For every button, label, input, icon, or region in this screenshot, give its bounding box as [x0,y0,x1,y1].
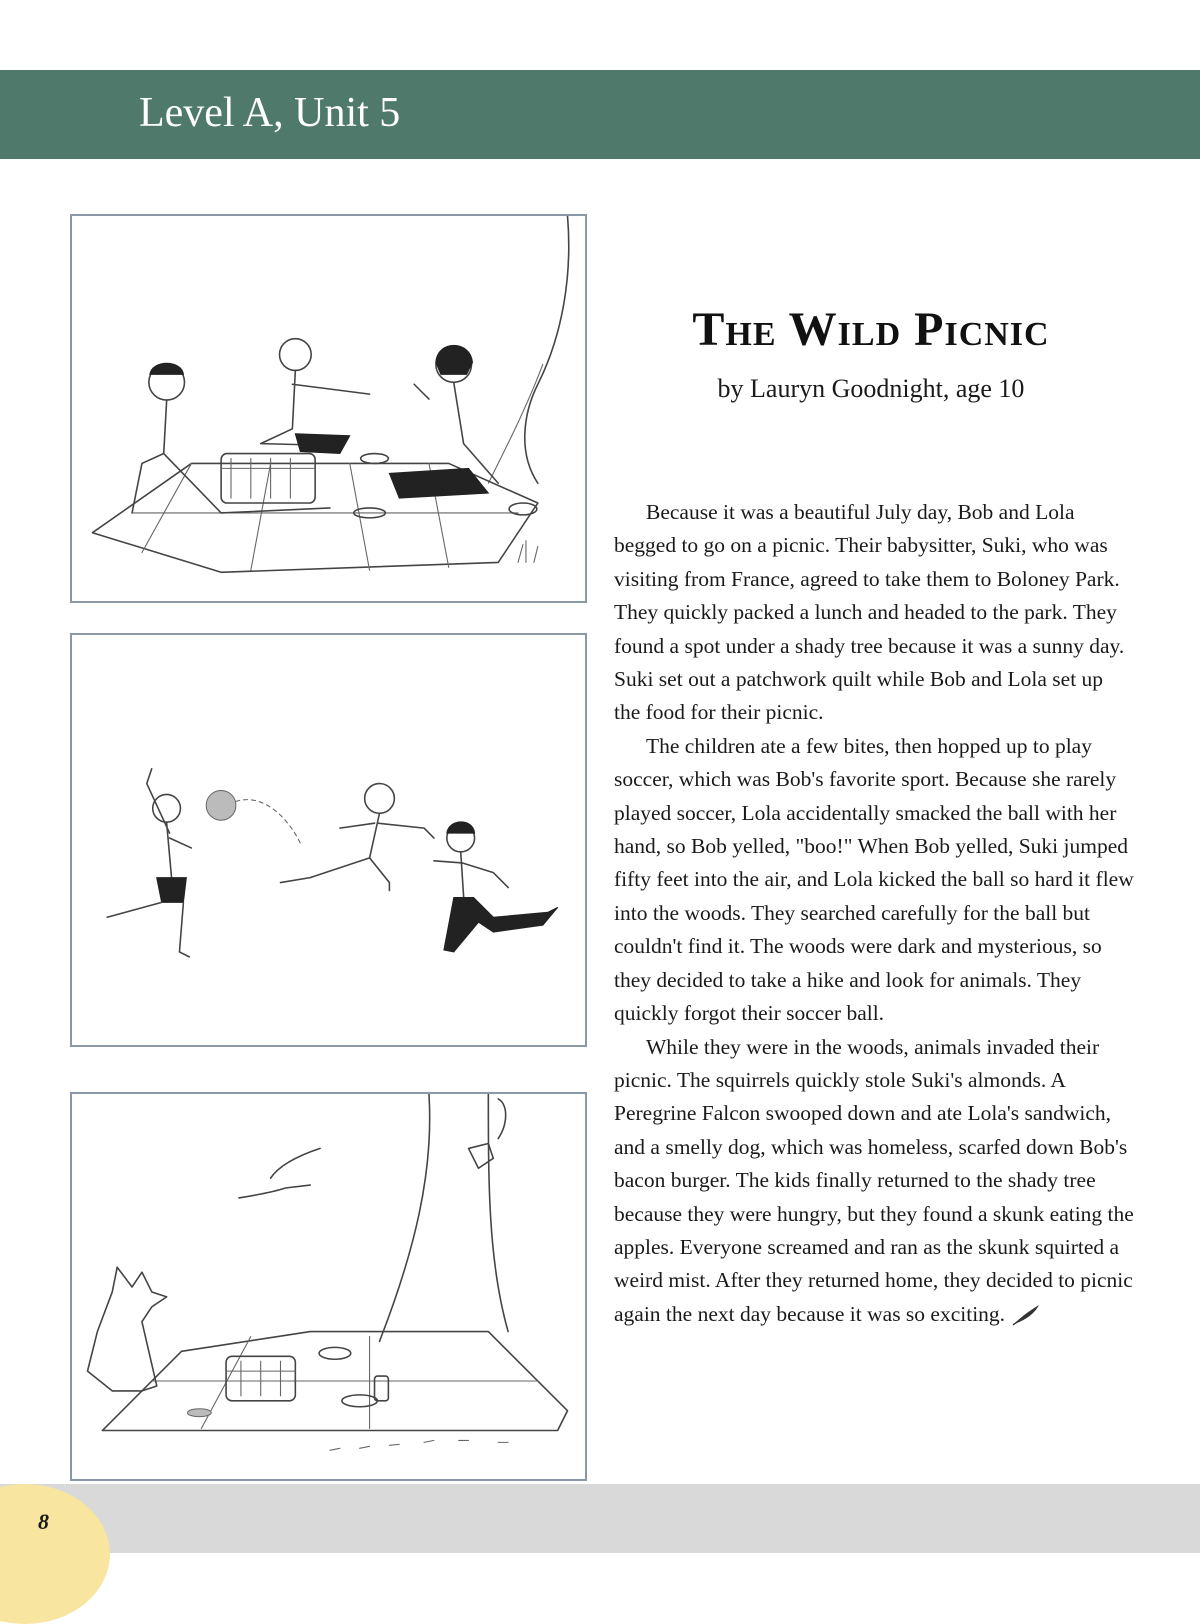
story-paragraph [614,1031,1134,1332]
illustration-soccer [70,633,587,1047]
illustration-animals [70,1092,587,1481]
animals-drawing [72,1094,585,1479]
soccer-ball [206,790,236,820]
story-paragraph: The children ate a few bites, then hopped up to play soccer, which was Bob's favorite sport. Because she rarely played soccer, Lola accidentally smacked the ball with her hand, so Bob yelled, "boo!" When Bob yelled, Suki jumped fifty feet into the air, and Lola kicked the ball so hard it flew into the woods. They searched carefully for the ball but couldn't find it. The woods were dark and mysterious, so they decided to take a hike and look for animals. They quickly forgot their soccer ball. [614,733,1134,1026]
bob-head [365,784,395,814]
illustration-picnic [70,214,587,603]
squirrel [469,1099,506,1168]
story-title: The Wild Picnic [692,303,1050,356]
lola-head [280,339,312,371]
dog [88,1267,167,1391]
story-byline: by Lauryn Goodnight, age 10 [717,374,1025,403]
tree-trunk [379,1094,429,1341]
quill-icon [1011,1303,1041,1327]
falcon [239,1148,320,1197]
story-paragraph: Because it was a beautiful July day, Bob and Lola begged to go on a picnic. Their babysitter, Suki, who was visiting from France, agreed to take them to Boloney Park. They quickly packed a lunch and headed to the park. They found a spot under a shady tree because it was a sunny day. Suki set out a patchwork quilt while Bob and Lola set up the food for their picnic. [614,500,1125,725]
story-paragraph-text: While they were in the woods, animals invaded their picnic. The squirrels quickly stole Suki's almonds. A Peregrine Falcon swooped down and ate Lola's sandwich, and a smelly dog, which was homeless, scarfed down Bob's bacon burger. The kids finally returned to the shady tree because they were hungry, but they found a skunk eating the apples. Everyone screamed and ran as the skunk squirted a weird mist. After they returned home, they decided to picnic again the next day because it was so exciting. [614,1034,1134,1326]
lola-head [153,794,181,822]
tree-trunk [525,216,569,483]
page-number: 8 [38,1509,49,1534]
picnic-drawing [72,216,585,601]
story-body [614,496,1134,1331]
footer-band [0,1484,1200,1553]
unit-title: Level A, Unit 5 [139,90,401,136]
soccer-drawing [72,635,585,1045]
